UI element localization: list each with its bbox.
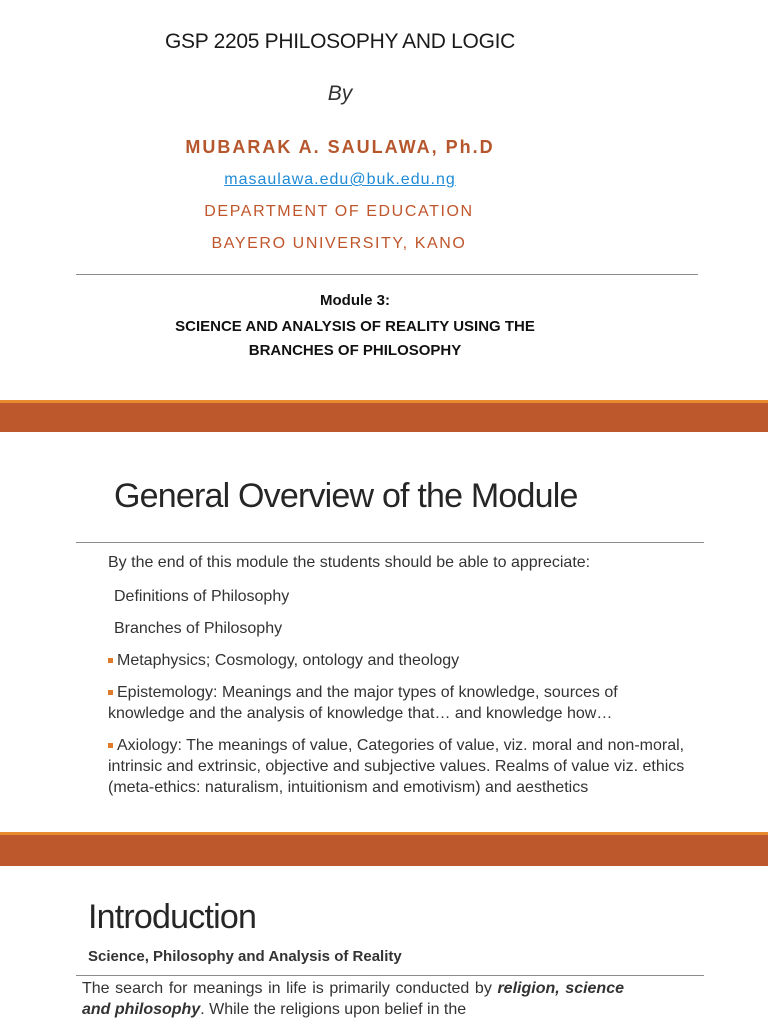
overview-list [108, 586, 688, 809]
module-title-line1: SCIENCE AND ANALYSIS OF REALITY USING THE [175, 318, 535, 335]
introduction-divider [76, 975, 704, 976]
department-name: DEPARTMENT OF EDUCATION [204, 203, 474, 220]
list-item: Branches of Philosophy [114, 620, 283, 637]
square-bullet-icon [108, 743, 113, 748]
list-item: Axiology: The meanings of value, Categories of value, viz. moral and non-moral, intrinsic and extrinsic, objective and subjective values. Realms of value viz. ethics (meta-ethics: naturalism, intuitionism and emotivism) and aesthetics [108, 737, 685, 796]
introduction-title: Introduction [88, 898, 257, 936]
university-name: BAYERO UNIVERSITY, KANO [211, 235, 467, 252]
list-item: Definitions of Philosophy [114, 588, 290, 605]
overview-divider [76, 542, 704, 543]
course-title: GSP 2205 PHILOSOPHY AND LOGIC [164, 30, 515, 53]
overview-slide [0, 432, 768, 832]
slide-separator-band [0, 400, 768, 432]
introduction-slide [0, 866, 768, 1024]
list-item: Epistemology: Meanings and the major types of knowledge, sources of knowledge and the analysis of knowledge that… and knowledge how… [108, 684, 618, 722]
author-name: MUBARAK A. SAULAWA, Ph.D [185, 137, 495, 157]
module-title [0, 315, 710, 363]
square-bullet-icon [108, 658, 113, 663]
module-number: Module 3: [320, 292, 390, 309]
slide-separator-band [0, 832, 768, 866]
title-slide [0, 0, 768, 400]
overview-intro: By the end of this module the students should be able to appreciate: [108, 554, 591, 571]
email-link[interactable]: masaulawa.edu@buk.edu.ng [224, 171, 456, 188]
overview-title: General Overview of the Module [114, 477, 578, 515]
by-label: By [327, 82, 353, 105]
title-divider [76, 274, 698, 275]
module-title-line2: BRANCHES OF PHILOSOPHY [248, 342, 462, 359]
square-bullet-icon [108, 690, 113, 695]
introduction-paragraph: The search for meanings in life is primarily conducted by religion, science and philosophy. While the religions upon belief in the [82, 980, 625, 1018]
list-item: Metaphysics; Cosmology, ontology and theology [108, 650, 688, 671]
introduction-subtitle: Science, Philosophy and Analysis of Reality [88, 948, 402, 965]
